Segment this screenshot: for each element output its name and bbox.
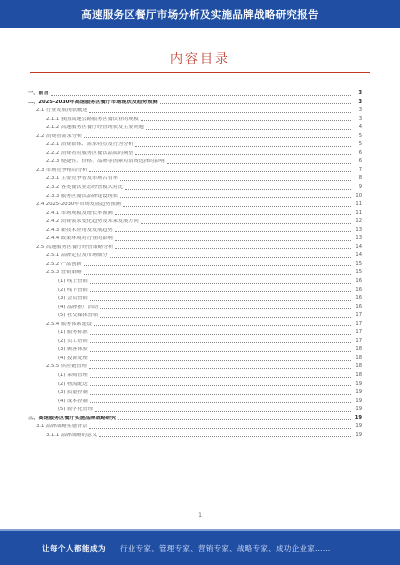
toc-entry-page: 3 xyxy=(358,107,362,114)
toc-entry-label: 2.4.1 市场规模及增长率预测 xyxy=(46,210,113,216)
toc-entry-page: 18 xyxy=(355,354,362,361)
toc-entry[interactable] xyxy=(28,259,362,268)
toc-leader-dots xyxy=(90,360,351,361)
toc-leader-dots xyxy=(120,180,351,181)
toc-entry[interactable] xyxy=(28,293,362,302)
toc-entry-label: 2.2.2 消费者对服务区餐饮品质的期望 xyxy=(46,150,134,156)
footer-experts: 行业专家、管理专家、营销专家、战略专家、成功企业家…… xyxy=(120,543,331,553)
toc-entry-label: (4) 品牌推广活动 xyxy=(58,304,99,310)
toc-entry-label: 2.3.3 服务区餐饮品牌建设现状 xyxy=(46,193,118,199)
toc-leader-dots xyxy=(115,240,351,241)
toc-leader-dots xyxy=(90,377,351,378)
toc-entry-label: 3.1.1 品牌战略的意义 xyxy=(46,432,98,438)
toc-entry-label: 2.1.1 我国高速公路服务区餐饮业的规模 xyxy=(46,116,139,122)
toc-leader-dots xyxy=(115,248,351,249)
toc-heading: 内容目录 xyxy=(169,52,230,67)
toc-entry-page: 19 xyxy=(355,431,362,438)
toc-entry-label: 2.3.1 主要竞争者及市场占有率 xyxy=(46,176,118,182)
toc-entry-page: 12 xyxy=(355,218,362,225)
toc-entry[interactable] xyxy=(28,191,362,200)
toc-entry-label: 2.1.2 高速服务区餐厅经营现状及主要问题 xyxy=(46,125,144,131)
toc-entry-page: 18 xyxy=(355,372,362,378)
toc-leader-dots xyxy=(123,206,351,207)
toc-entry-label: 2.3.2 各类餐饮业态经营模式对比 xyxy=(46,184,124,190)
toc-entry-page: 11 xyxy=(355,201,362,208)
toc-entry-page: 15 xyxy=(355,260,362,267)
toc-entry[interactable] xyxy=(28,387,362,396)
toc-entry[interactable] xyxy=(28,370,362,379)
toc-leader-dots xyxy=(118,419,351,420)
report-title: 高速服务区餐厅市场分析及实施品牌战略研究报告 xyxy=(81,8,319,21)
toc-entry[interactable] xyxy=(28,114,362,123)
toc-leader-dots xyxy=(84,274,351,275)
toc-entry[interactable] xyxy=(28,285,362,294)
toc-entry-page: 17 xyxy=(355,320,362,327)
toc-entry-page: 16 xyxy=(355,277,362,284)
toc-entry[interactable] xyxy=(28,216,362,225)
table-of-contents xyxy=(28,88,362,438)
toc-entry-page: 16 xyxy=(355,286,362,293)
toc-entry-page: 8 xyxy=(358,175,362,182)
toc-leader-dots xyxy=(125,189,351,190)
toc-entry[interactable] xyxy=(28,105,362,114)
toc-entry-page: 16 xyxy=(355,295,362,302)
toc-leader-dots xyxy=(100,308,351,309)
toc-entry-page: 13 xyxy=(355,235,362,242)
toc-leader-dots xyxy=(84,137,351,138)
toc-entry[interactable] xyxy=(28,88,362,97)
toc-entry-page: 7 xyxy=(358,166,362,173)
toc-leader-dots xyxy=(115,214,351,215)
toc-entry[interactable] xyxy=(28,199,362,208)
toc-leader-dots xyxy=(94,325,351,326)
toc-entry[interactable] xyxy=(28,421,362,430)
toc-leader-dots xyxy=(90,300,351,301)
toc-entry-page: 4 xyxy=(358,124,362,131)
toc-entry-page: 3 xyxy=(358,89,362,96)
toc-entry-page: 18 xyxy=(355,363,362,370)
toc-leader-dots xyxy=(90,342,351,343)
toc-entry[interactable] xyxy=(28,302,362,311)
toc-entry-label: 2.2 消费者需求分析 xyxy=(36,133,83,139)
toc-entry-label: (5) 社交媒体营销 xyxy=(58,313,99,319)
toc-entry-page: 17 xyxy=(355,337,362,344)
toc-entry[interactable] xyxy=(28,131,362,140)
toc-entry[interactable] xyxy=(28,139,362,148)
toc-entry-page: 19 xyxy=(355,397,362,404)
toc-entry-label: (1) 服务标准 xyxy=(58,330,88,336)
toc-leader-dots xyxy=(90,291,351,292)
toc-entry-label: 2.3 市场竞争格局分析 xyxy=(36,167,88,173)
toc-entry[interactable] xyxy=(28,379,362,388)
toc-entry-label: 2.4.2 消费需求变化趋势及未来发展方向 xyxy=(46,219,139,225)
toc-heading-divider xyxy=(30,72,370,73)
toc-entry-label: (5) 数字化管理 xyxy=(58,407,93,413)
toc-entry[interactable] xyxy=(28,242,362,251)
toc-entry[interactable] xyxy=(28,97,362,106)
toc-leader-dots xyxy=(51,95,351,96)
toc-entry-page: 5 xyxy=(358,132,362,139)
toc-entry-label: 2.5.2 产品创新 xyxy=(46,261,82,267)
toc-entry[interactable] xyxy=(28,148,362,157)
toc-entry[interactable] xyxy=(28,250,362,259)
toc-entry-page: 17 xyxy=(355,312,362,319)
report-header xyxy=(0,0,400,28)
toc-entry-label: 2.4.3 新技术应用及发展趋势 xyxy=(46,227,113,233)
toc-leader-dots xyxy=(90,402,351,403)
toc-entry[interactable] xyxy=(28,276,362,285)
toc-leader-dots xyxy=(167,163,351,164)
toc-entry[interactable] xyxy=(28,225,362,234)
toc-entry-label: 2.2.1 消费群体、需求特点及行为分析 xyxy=(46,142,134,148)
toc-entry-label: 2.5.4 服务体系建设 xyxy=(46,321,92,327)
toc-entry-label: (2) 员工培训 xyxy=(58,338,88,344)
toc-entry-page: 19 xyxy=(354,414,362,421)
toc-entry-label: 2.5.1 品牌定位及市场细分 xyxy=(46,253,108,259)
toc-entry-label: (2) 物流配送 xyxy=(58,381,88,387)
toc-entry-label: (3) 会员营销 xyxy=(58,296,88,302)
toc-entry-label: 2.4.4 政策环境对行业的影响 xyxy=(46,236,113,242)
toc-entry-label: 3.1 品牌战略实施背景 xyxy=(36,424,88,430)
toc-entry-page: 3 xyxy=(358,98,362,105)
toc-entry-page: 5 xyxy=(358,141,362,148)
toc-leader-dots xyxy=(141,223,351,224)
toc-entry[interactable] xyxy=(28,404,362,413)
toc-entry[interactable] xyxy=(28,430,362,439)
toc-entry-label: (1) 线上营销 xyxy=(58,278,88,284)
toc-entry-label: 2.1 行业发展现状概述 xyxy=(36,108,88,114)
toc-entry[interactable] xyxy=(28,267,362,276)
toc-entry-label: (3) 质量控制 xyxy=(58,390,88,396)
toc-entry[interactable] xyxy=(28,336,362,345)
toc-entry[interactable] xyxy=(28,173,362,182)
toc-entry-page: 14 xyxy=(355,252,362,259)
toc-entry-label: 二、2025-2030年高速服务区餐厅市场现状及趋势预测 xyxy=(28,99,158,105)
toc-entry[interactable] xyxy=(28,310,362,319)
toc-entry-page: 6 xyxy=(358,149,362,156)
toc-entry-page: 6 xyxy=(358,158,362,165)
toc-entry-label: (3) 顾客体验 xyxy=(58,347,88,353)
toc-entry-label: 一、前言 xyxy=(28,90,49,96)
toc-entry-page: 19 xyxy=(355,380,362,387)
toc-entry-label: (2) 线下营销 xyxy=(58,287,88,293)
toc-entry[interactable] xyxy=(28,208,362,217)
toc-entry[interactable] xyxy=(28,413,362,422)
footer-slogan: 让每个人都能成为 xyxy=(42,543,106,553)
toc-leader-dots xyxy=(135,146,351,147)
toc-leader-dots xyxy=(89,428,351,429)
toc-entry[interactable] xyxy=(28,353,362,362)
report-footer xyxy=(0,531,400,565)
toc-leader-dots xyxy=(84,265,351,266)
toc-entry-page: 3 xyxy=(358,115,362,122)
toc-entry-page: 19 xyxy=(355,423,362,430)
toc-leader-dots xyxy=(90,351,351,352)
toc-leader-dots xyxy=(120,197,351,198)
toc-entry[interactable] xyxy=(28,327,362,336)
toc-entry-label: 2.5.5 供应链管理 xyxy=(46,364,87,370)
toc-leader-dots xyxy=(90,283,351,284)
toc-entry[interactable] xyxy=(28,122,362,131)
toc-leader-dots xyxy=(146,129,351,130)
toc-entry[interactable] xyxy=(28,396,362,405)
toc-leader-dots xyxy=(89,171,351,172)
toc-entry-page: 19 xyxy=(355,406,362,413)
toc-entry[interactable] xyxy=(28,233,362,242)
toc-entry[interactable] xyxy=(28,182,362,191)
toc-leader-dots xyxy=(110,257,351,258)
toc-leader-dots xyxy=(141,120,351,121)
toc-leader-dots xyxy=(135,154,351,155)
toc-entry-label: 2.4 2025-2030年市场发展趋势预测 xyxy=(36,202,121,208)
toc-leader-dots xyxy=(100,317,351,318)
toc-entry-label: (4) 成本控制 xyxy=(58,398,88,404)
toc-entry[interactable] xyxy=(28,362,362,371)
toc-entry[interactable] xyxy=(28,165,362,174)
toc-entry-label: (1) 采购管理 xyxy=(58,373,88,378)
toc-entry-page: 10 xyxy=(355,192,362,199)
toc-leader-dots xyxy=(89,368,351,369)
toc-leader-dots xyxy=(90,394,351,395)
page-number: 1 xyxy=(198,512,202,519)
toc-entry-page: 19 xyxy=(355,389,362,396)
toc-entry-page: 15 xyxy=(355,269,362,276)
toc-entry-label: 2.5 高速服务区餐厅经营策略分析 xyxy=(36,244,114,250)
toc-entry-label: 2.5.3 营销策略 xyxy=(46,270,82,276)
toc-entry-page: 9 xyxy=(358,183,362,190)
toc-leader-dots xyxy=(90,334,351,335)
toc-entry-page: 13 xyxy=(355,226,362,233)
toc-entry-label: (4) 投诉处理 xyxy=(58,355,88,361)
toc-entry[interactable] xyxy=(28,319,362,328)
toc-leader-dots xyxy=(89,112,351,113)
toc-entry-page: 16 xyxy=(355,303,362,310)
toc-entry-page: 17 xyxy=(355,329,362,336)
toc-leader-dots xyxy=(115,231,351,232)
toc-entry-page: 11 xyxy=(355,209,362,216)
toc-entry-label: 2.2.3 便捷性、价格、品牌等因素对消费选择的影响 xyxy=(46,159,165,165)
toc-entry-page: 18 xyxy=(355,346,362,353)
toc-leader-dots xyxy=(160,103,351,104)
toc-entry-page: 14 xyxy=(355,243,362,250)
toc-entry[interactable] xyxy=(28,156,362,165)
toc-entry[interactable] xyxy=(28,344,362,353)
toc-entry-label: 三、高速服务区餐厅实施品牌战略研究 xyxy=(28,415,117,421)
toc-leader-dots xyxy=(99,436,351,437)
toc-leader-dots xyxy=(95,411,351,412)
toc-leader-dots xyxy=(90,385,351,386)
